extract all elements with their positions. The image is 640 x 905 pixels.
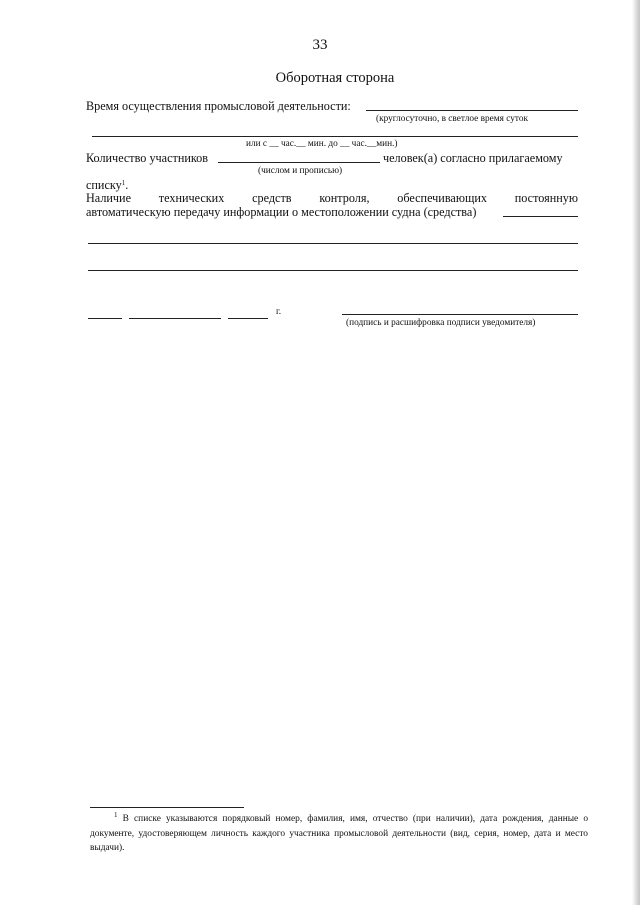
tech-word-4: контроля, [319,191,370,205]
footnote-text: В списке указываются порядковый номер, фамилия, имя, отчество (при наличии), дата рождения, данные о документе, удостоверяющем личность каждого участника промысловой деятельности (вид, серия, номер, дата и место выдачи). [90,814,589,853]
footnote-marker: 1 [114,811,118,819]
footnote-reference: 1 [121,179,126,187]
signature-hint: (подпись и расшифровка подписи уведомителя) [346,318,536,328]
list-word: списку [86,178,122,192]
tech-means-field-line-2[interactable] [88,243,578,244]
footnote-separator [90,807,244,808]
participants-suffix: человек(а) согласно прилагаемому [383,151,563,165]
fishing-hours-hint: или с __ час.__ мин. до __ час.__мин.) [246,139,398,149]
tech-word-1: Наличие [86,191,131,205]
fishing-time-label: Время осуществления промысловой деятельности: [86,99,351,113]
tech-means-line-1 [86,191,578,206]
fishing-time-field-line[interactable] [366,110,578,111]
date-year-line[interactable] [228,318,268,319]
section-title: Оборотная сторона [275,70,395,86]
year-suffix: г. [276,307,282,317]
tech-word-2: технических [158,191,225,205]
fishing-time-field-line-2[interactable] [92,136,578,137]
tech-word-5: обеспечивающих [397,191,487,205]
participants-label: Количество участников [86,151,209,165]
signature-line[interactable] [342,314,578,315]
fishing-time-hint: (круглосуточно, в светлое время суток [376,114,528,124]
tech-word-6: постоянную [514,191,578,205]
tech-word-3: средств [252,191,292,205]
participants-hint: (числом и прописью) [258,166,343,176]
footnote [90,812,588,856]
tech-means-field-line-3[interactable] [88,270,578,271]
date-day-line[interactable] [88,318,122,319]
page-edge-shadow [632,0,640,905]
participants-field-line[interactable] [218,162,380,163]
list-period: . [125,178,129,192]
tech-means-field-line[interactable] [503,216,578,217]
tech-means-line-2: автоматическую передачу информации о местоположении судна (средства) [86,205,477,219]
page-number: 33 [312,37,328,53]
date-month-line[interactable] [129,318,221,319]
